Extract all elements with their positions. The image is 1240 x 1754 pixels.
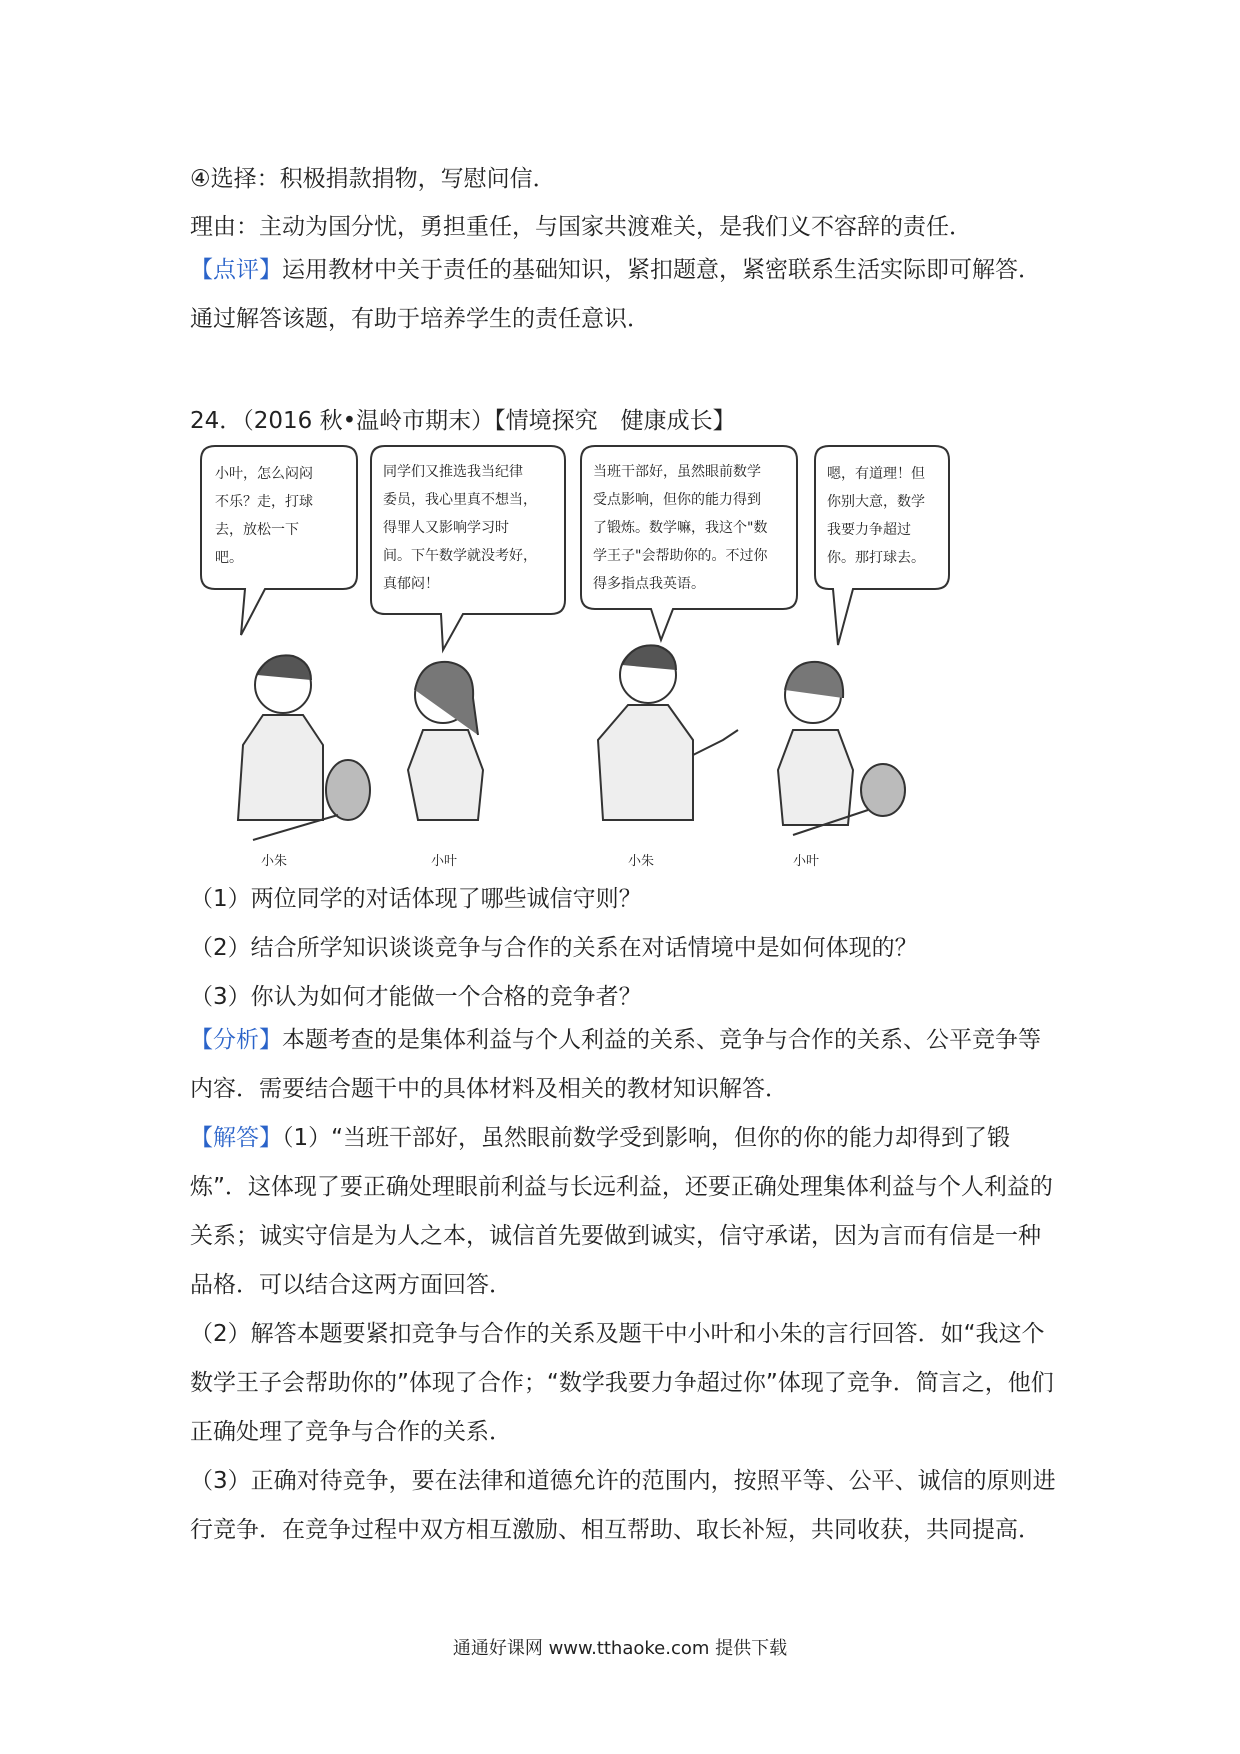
answer-part-3: （3）正确对待竞争，要在法律和道德允许的范围内，按照平等、公平、诚信的原则进行竞争．在竞争过程中双方相互激励、相互帮助、取长补短，共同收获，共同提高． <box>190 1468 1056 1543</box>
bubble-3-line-4: 学王子"会帮助你的。不过你 <box>593 548 768 564</box>
prev-comment <box>190 246 1060 344</box>
comment-tag: 【点评】 <box>190 257 282 283</box>
answer-part-1: （1）“当班干部好，虽然眼前数学受到影响，但你的你的能力却得到了锻炼”．这体现了要正确处理眼前利益与长远利益，还要正确处理集体利益与个人利益的关系；诚实守信是为人之本，诚信首先要做到诚实，信守承诺，因为言而有信是一种品格．可以结合这两方面回答． <box>190 1125 1053 1298</box>
analysis-tag: 【分析】 <box>190 1027 282 1053</box>
figure-name-4: 小叶 <box>793 854 820 869</box>
bubble-2-line-3: 得罪人又影响学习时 <box>383 520 509 536</box>
bubble-4-line-3: 我要力争超过 <box>827 522 911 538</box>
bubble-3-line-1: 当班干部好，虽然眼前数学 <box>593 464 761 480</box>
prev-reason: 理由：主动为国分忧，勇担重任，与国家共渡难关，是我们义不容辞的责任． <box>190 214 972 240</box>
answer-tag: 【解答】 <box>190 1125 282 1151</box>
bubble-1-line-4: 吧。 <box>215 550 243 566</box>
page-footer: 通通好课网 www.tthaoke.com 提供下载 <box>452 1638 788 1659</box>
bubble-4-line-1: 嗯，有道理！但 <box>827 466 925 482</box>
sub-question-2: （2）结合所学知识谈谈竞争与合作的关系在对话情境中是如何体现的？ <box>190 935 918 961</box>
bubble-1-line-2: 不乐？走，打球 <box>215 494 313 510</box>
bubble-2-line-5: 真郁闷！ <box>383 576 439 592</box>
analysis-section <box>190 1016 1060 1114</box>
bubble-1-line-1: 小叶，怎么闷闷 <box>215 466 313 482</box>
sub-question-3: （3）你认为如何才能做一个合格的竞争者？ <box>190 984 642 1010</box>
bubble-4-line-2: 你别大意，数学 <box>827 494 925 510</box>
comment-text: 运用教材中关于责任的基础知识，紧扣题意，紧密联系生活实际即可解答．通过解答该题，有助于培养学生的责任意识． <box>190 257 1041 332</box>
prev-choice: ④选择：积极捐款捐物，写慰问信． <box>190 166 556 192</box>
bubble-2-line-2: 委员，我心里真不想当， <box>383 492 537 508</box>
bubble-3-line-2: 受点影响，但你的能力得到 <box>593 492 761 508</box>
figure-name-3: 小朱 <box>628 854 655 869</box>
answer-part-2: （2）解答本题要紧扣竞争与合作的关系及题干中小叶和小朱的言行回答．如“我这个数学王子会帮助你的”体现了合作；“数学我要力争超过你”体现了竞争．简言之，他们正确处理了竞争与合作的关系． <box>190 1321 1054 1445</box>
bubble-1-line-3: 去，放松一下 <box>215 522 299 538</box>
sub-question-1: （1）两位同学的对话体现了哪些诚信守则？ <box>190 886 642 912</box>
analysis-text: 本题考查的是集体利益与个人利益的关系、竞争与合作的关系、公平竞争等内容．需要结合题干中的具体材料及相关的教材知识解答． <box>190 1027 1041 1102</box>
bubble-3-line-5: 得多指点我英语。 <box>593 576 705 592</box>
figure-name-1: 小朱 <box>261 854 288 869</box>
question-header: 24．（2016 秋•温岭市期末）【情境探究 健康成长】 <box>190 408 736 434</box>
girl-figure-1 <box>408 662 483 820</box>
answer-section <box>190 1114 1060 1310</box>
bubble-2-line-4: 间。下午数学就没考好， <box>383 548 537 564</box>
bubble-3-line-3: 了锻炼。数学嘛，我这个"数 <box>593 520 768 536</box>
bubble-2-line-1: 同学们又推选我当纪律 <box>383 464 523 480</box>
dialogue-illustration <box>193 440 1038 870</box>
figure-name-2: 小叶 <box>431 854 458 869</box>
bubble-4-line-4: 你。那打球去。 <box>827 550 925 566</box>
